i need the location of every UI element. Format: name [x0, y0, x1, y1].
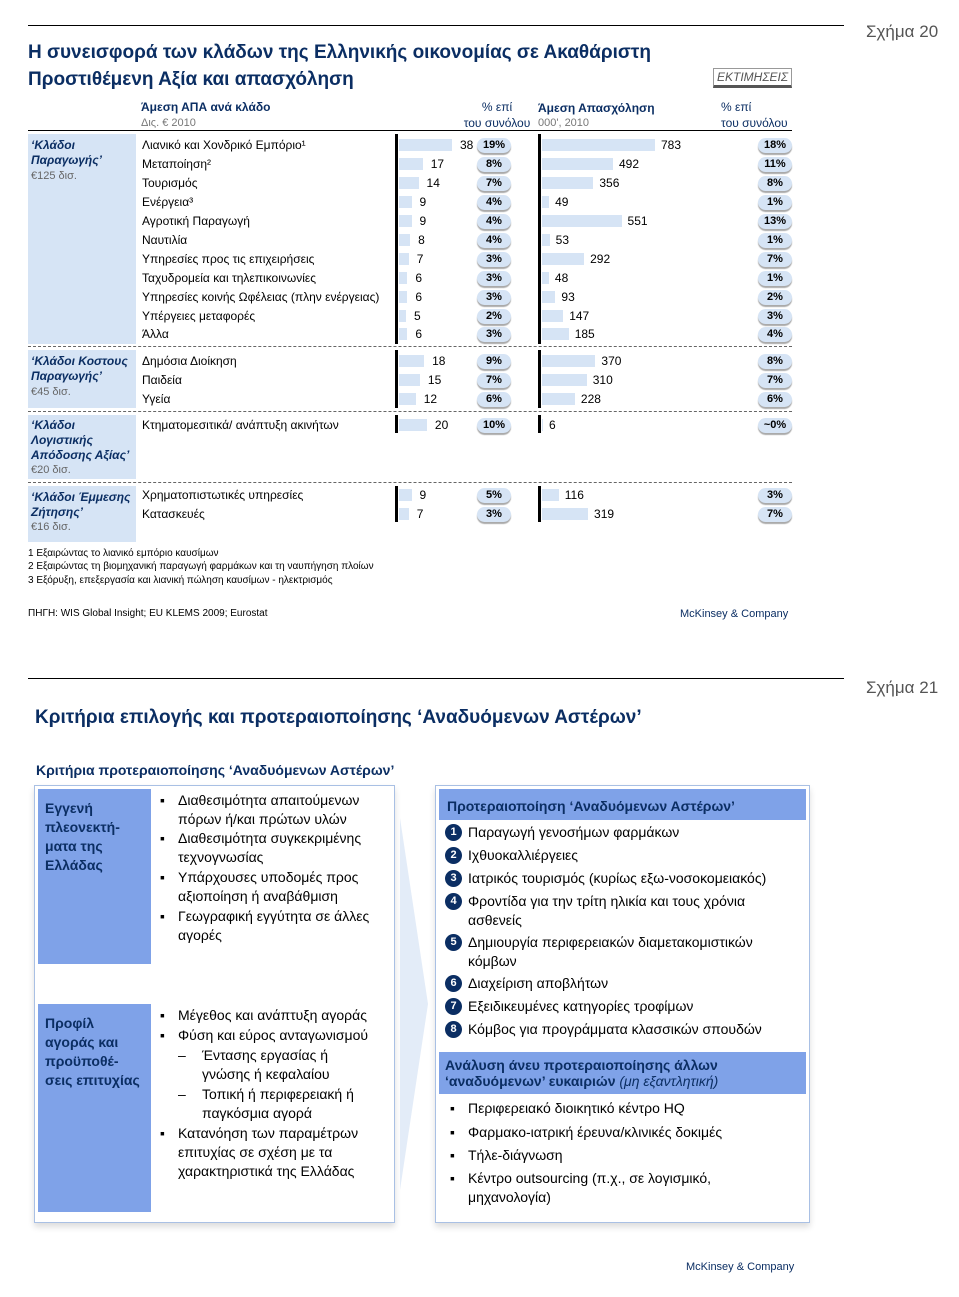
gva-value: 6 [415, 290, 423, 304]
emp-value: 93 [561, 290, 575, 304]
gva-axis [395, 486, 398, 522]
gva-pct-header-2: του συνόλου [463, 116, 531, 130]
gva-value: 9 [419, 488, 427, 502]
emp-value: 48 [554, 271, 569, 285]
row-label: Μεταποίηση² [142, 157, 212, 171]
row-label: Δημόσια Διοίκηση [142, 354, 237, 368]
footnote: 3 Εξόρυξη, επεξεργασία και λιανική πώληση καυσίμων - ηλεκτρισμός [28, 575, 333, 586]
priority-number: 5 [445, 934, 462, 951]
emp-axis [538, 486, 541, 522]
gva-pct-badge: 7% [477, 373, 511, 388]
gva-value: 6 [415, 271, 423, 285]
gva-value: 9 [419, 214, 427, 228]
emp-value: 147 [569, 309, 590, 323]
emp-bar [542, 139, 655, 151]
emp-pct-header-2: του συνόλου [721, 116, 788, 130]
emp-axis [538, 134, 541, 344]
row-label: Ναυτιλία [142, 233, 188, 247]
gva-bar [399, 177, 419, 189]
fig21-title: Κριτήρια επιλογής και προτεραιοποίησης ‘Αναδυόμενων Αστέρων’ [35, 707, 642, 728]
priority-item: Κόμβος για προγράμματα κλασσικών σπουδών [468, 1021, 762, 1037]
emp-value: 6 [549, 418, 556, 432]
fig21-subtitle: Κριτήρια προτεραιοποίησης ‘Αναδυόμενων Αστέρων’ [36, 762, 395, 778]
row-label: Ταχυδρομεία και τηλεπικοινωνίες [142, 271, 317, 285]
group-total: €20 δισ. [31, 464, 71, 476]
emp-pct-badge: 6% [758, 392, 792, 407]
group-name: ‘Κλάδοι [31, 418, 75, 432]
footnote: 1 Εξαιρώντας το λιανικό εμπόριο καυσίμων [28, 548, 219, 559]
priority-item: Δημιουργία περιφερειακών διαμετακομιστικών κόμβων [468, 934, 753, 969]
brand-logo: McKinsey & Company [686, 1261, 795, 1273]
priorities-header: Προτεραιοποίηση ‘Αναδυόμενων Αστέρων’ [439, 789, 806, 820]
priority-item: Παραγωγή γενοσήμων φαρμάκων [468, 824, 680, 840]
gva-bar [399, 419, 427, 431]
group-name: Απόδοσης Αξίας’ [31, 448, 130, 462]
emp-value: 356 [599, 176, 620, 190]
emp-bar [542, 215, 622, 227]
row-label: Άλλα [142, 327, 169, 341]
emp-bar [542, 234, 550, 246]
gva-axis [395, 134, 398, 344]
row-label: Υπηρεσίες κοινής Ωφέλειας (πλην ενέργειας) [142, 290, 380, 304]
priority-number: 8 [445, 1021, 462, 1038]
priority-number: 3 [445, 870, 462, 887]
gva-value: 8 [418, 233, 425, 247]
emp-value: 53 [555, 233, 569, 247]
gva-bar [399, 374, 420, 386]
emp-pct-badge: 18% [758, 138, 792, 153]
criteria-label-2: Προφίλ αγοράς και προϋποθέ-σεις επιτυχίας [38, 1004, 151, 1212]
emp-bar [542, 158, 613, 170]
emp-bar [542, 489, 559, 501]
gva-bar [399, 291, 407, 303]
row-label: Παιδεία [142, 373, 182, 387]
fig20-title-1: Η συνεισφορά των κλάδων της Ελληνικής οικονομίας σε Ακαθάριστη [28, 42, 651, 63]
priority-item: Ιχθυοκαλλιέργειες [468, 847, 579, 863]
fig20-top-rule [28, 25, 844, 26]
priority-item: Εξειδικευμένες κατηγορίες τροφίμων [468, 998, 694, 1014]
gva-pct-header-1: % επί [481, 100, 513, 114]
group-name: ‘Κλάδοι [31, 138, 75, 152]
group-total: €45 δισ. [31, 386, 71, 398]
row-label: Κατασκευές [142, 507, 205, 521]
gva-pct-badge: 19% [477, 138, 511, 153]
source-note: ΠΗΓΗ: WIS Global Insight; EU KLEMS 2009; Eurostat [28, 608, 268, 619]
gva-header: Άμεση ΑΠΑ ανά κλάδο [141, 100, 271, 114]
group-name: Παραγωγής’ [31, 153, 102, 167]
gva-pct-badge: 8% [477, 157, 511, 172]
emp-value: 783 [661, 138, 682, 152]
gva-unit: Δις. € 2010 [141, 117, 196, 129]
gva-value: 6 [415, 327, 423, 341]
gva-axis [395, 415, 398, 433]
group-name: Ζήτησης’ [31, 505, 83, 519]
group-separator [28, 346, 792, 347]
emp-pct-badge: 1% [758, 233, 792, 248]
gva-bar [399, 215, 412, 227]
gva-pct-badge: 10% [477, 418, 511, 433]
group-name: Λογιστικής [31, 433, 93, 447]
emp-pct-header-1: % επί [721, 100, 752, 114]
gva-pct-badge: 4% [477, 233, 511, 248]
emp-pct-badge: 4% [758, 327, 792, 342]
gva-pct-badge: 3% [477, 290, 511, 305]
gva-pct-badge: 4% [477, 214, 511, 229]
emp-bar [542, 177, 593, 189]
emp-bar [542, 355, 595, 367]
group-name: ‘Κλάδοι Έμμεσης [31, 490, 131, 504]
emp-value: 292 [590, 252, 611, 266]
gva-value: 9 [419, 195, 427, 209]
emp-bar [542, 310, 563, 322]
emp-bar [542, 253, 584, 265]
emp-bar [542, 374, 587, 386]
gva-pct-badge: 6% [477, 392, 511, 407]
row-label: Χρηματοπιστωτικές υπηρεσίες [142, 488, 304, 502]
gva-pct-badge: 3% [477, 327, 511, 342]
gva-pct-badge: 2% [477, 309, 511, 324]
group-total: €125 δισ. [31, 170, 77, 182]
priority-number: 2 [445, 847, 462, 864]
gva-value: 15 [427, 373, 442, 387]
emp-bar [542, 272, 549, 284]
emp-value: 492 [619, 157, 640, 171]
row-label: Υγεία [142, 392, 171, 406]
gva-bar [399, 158, 423, 170]
fig21-top-rule [28, 678, 844, 679]
brand-logo: McKinsey & Company [680, 608, 789, 620]
gva-value: 17 [430, 157, 445, 171]
gva-pct-badge: 5% [477, 488, 511, 503]
priority-item: Ιατρικός τουρισμός (κυρίως εξω-νοσοκομειακός) [468, 870, 767, 886]
estimates-label: ΕΚΤΙΜΗΣΕΙΣ [713, 68, 792, 88]
group-total: €16 δισ. [31, 521, 71, 533]
gva-value: 7 [416, 507, 424, 521]
gva-bar [399, 393, 416, 405]
arrow-shape [398, 818, 432, 1190]
gva-bar [399, 328, 407, 340]
emp-pct-badge: 1% [758, 271, 792, 286]
priority-number: 4 [445, 893, 462, 910]
emp-pct-badge: 1% [758, 195, 792, 210]
emp-unit: 000', 2010 [538, 117, 590, 129]
row-label: Λιανικό και Χονδρικό Εμπόριο¹ [142, 138, 306, 152]
gva-bar [399, 139, 452, 151]
priority-number: 7 [445, 998, 462, 1015]
emp-value: 551 [627, 214, 648, 228]
emp-header: Άμεση Απασχόληση [538, 101, 655, 115]
emp-axis [538, 415, 541, 433]
emp-axis [538, 350, 541, 408]
gva-value: 14 [426, 176, 440, 190]
gva-value: 12 [423, 392, 438, 406]
emp-pct-badge: 11% [758, 157, 792, 172]
row-label: Αγροτική Παραγωγή [142, 214, 250, 228]
priority-item: Φροντίδα για την τρίτη ηλικία και τους χρόνια ασθενείς [468, 893, 746, 928]
emp-bar [542, 291, 555, 303]
gva-bar [399, 489, 412, 501]
emp-pct-badge: 3% [758, 309, 792, 324]
gva-bar [399, 310, 406, 322]
group-name: ‘Κλάδοι Κοστους [31, 354, 128, 368]
fig20-number: Σχήμα 20 [866, 22, 939, 41]
emp-pct-badge: 7% [758, 507, 792, 522]
gva-pct-badge: 3% [477, 271, 511, 286]
emp-value: 116 [564, 488, 584, 502]
header-rule [28, 130, 792, 131]
row-label: Υπηρεσίες προς τις επιχειρήσεις [142, 252, 315, 266]
priority-number: 1 [445, 824, 462, 841]
row-label: Υπέργειες μεταφορές [142, 309, 256, 323]
gva-value: 38 [460, 138, 474, 152]
emp-value: 185 [574, 327, 595, 341]
emp-bar [542, 196, 549, 208]
gva-pct-badge: 9% [477, 354, 511, 369]
gva-pct-badge: 3% [477, 507, 511, 522]
emp-bar [542, 328, 569, 340]
gva-value: 7 [416, 252, 424, 266]
row-label: Κτηματομεσιτικά/ ανάπτυξη ακινήτων [142, 418, 339, 432]
gva-bar [399, 272, 407, 284]
row-label: Τουρισμός [142, 176, 198, 190]
priority-number: 6 [445, 975, 462, 992]
emp-pct-badge: ~0% [758, 418, 792, 433]
gva-bar [399, 508, 409, 520]
group-separator [28, 482, 792, 483]
emp-value: 310 [592, 373, 613, 387]
priority-item: Διαχείριση αποβλήτων [468, 975, 609, 991]
group-name: Παραγωγής’ [31, 369, 102, 383]
emp-bar [542, 508, 588, 520]
footnote: 2 Εξαιρώντας τη βιομηχανική παραγωγή φαρμάκων και τη ναυπήγηση πλοίων [28, 561, 374, 572]
gva-bar [399, 355, 424, 367]
gva-value: 20 [434, 418, 449, 432]
gva-pct-badge: 3% [477, 252, 511, 267]
gva-bar [399, 196, 412, 208]
emp-pct-badge: 8% [758, 354, 792, 369]
gva-bar [399, 234, 410, 246]
fig21-number: Σχήμα 21 [866, 678, 939, 697]
gva-bar [399, 253, 409, 265]
emp-value: 319 [594, 507, 615, 521]
emp-bar [542, 419, 543, 431]
gva-axis [395, 350, 398, 408]
fig20-title-2: Προστιθέμενη Αξία και απασχόληση [28, 69, 354, 90]
emp-value: 49 [555, 195, 569, 209]
emp-bar [542, 393, 575, 405]
row-label: Ενέργεια³ [142, 195, 194, 209]
emp-pct-badge: 3% [758, 488, 792, 503]
gva-pct-badge: 4% [477, 195, 511, 210]
gva-value: 18 [432, 354, 446, 368]
emp-pct-badge: 7% [758, 252, 792, 267]
emp-pct-badge: 13% [758, 214, 792, 229]
gva-value: 5 [413, 309, 421, 323]
emp-value: 228 [580, 392, 601, 406]
criteria-label-1: Εγγενή πλεονεκτή-ματα της Ελλάδας [38, 789, 151, 964]
gva-pct-badge: 7% [477, 176, 511, 191]
emp-value: 370 [601, 354, 622, 368]
other-opportunities-header: Ανάλυση άνευ προτεραιοποίησης άλλων ‘αναδυόμενων’ ευκαιριών (μη εξαντλητική) [439, 1052, 806, 1094]
emp-pct-badge: 8% [758, 176, 792, 191]
emp-pct-badge: 7% [758, 373, 792, 388]
emp-pct-badge: 2% [758, 290, 792, 305]
group-separator [28, 411, 792, 412]
